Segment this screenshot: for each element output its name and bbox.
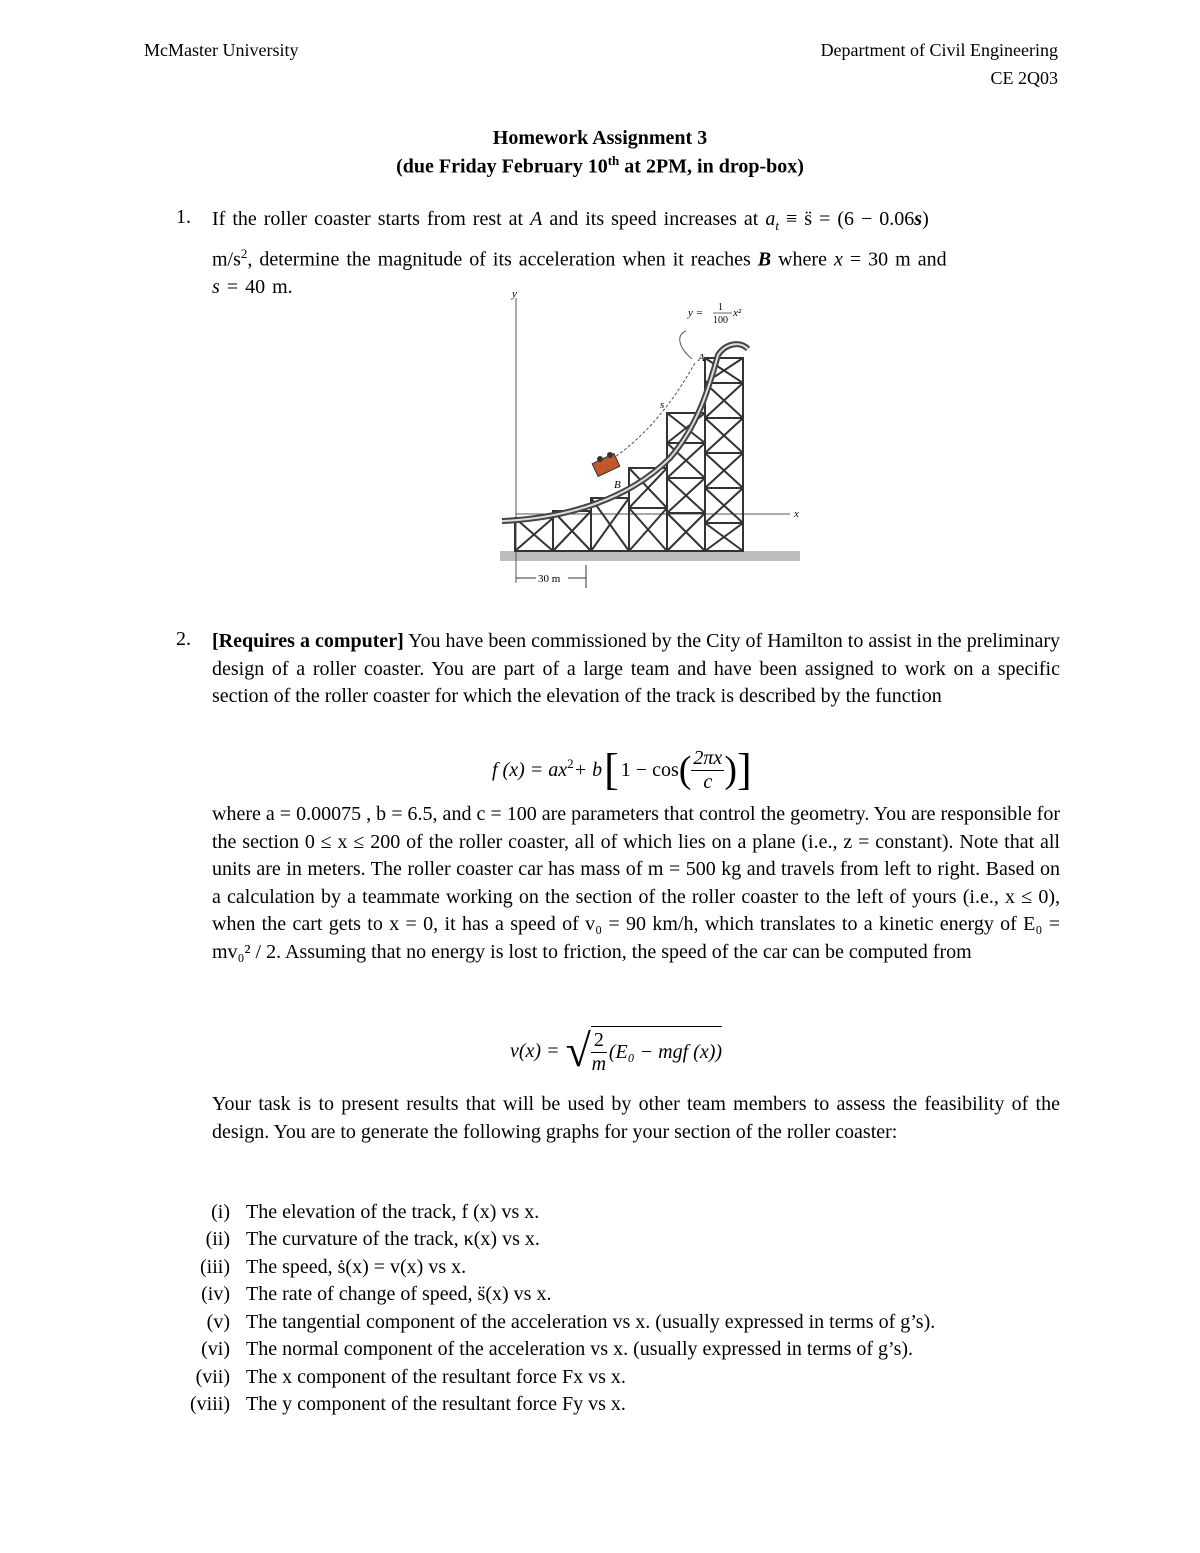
list-item-number: (vi) [201,1338,230,1360]
header-department: Department of Civil Engineering [820,40,1058,60]
list-item-number: (ii) [205,1228,230,1250]
question-1-number: 1. [176,206,191,228]
roller-coaster-figure [490,283,820,601]
list-item-number: (vii) [195,1366,230,1388]
dimension-label: 30 m [538,573,561,585]
y-axis-label: y [512,288,517,300]
header-university: McMaster University [144,40,299,60]
list-item: The x component of the resultant force Fx vs x. [246,1366,626,1388]
speed-formula: v(x) = √ 2 m (E₀ − mgf (x)) [510,1025,723,1076]
curve-equation-denominator: 100 [713,315,728,326]
list-item-number: (viii) [190,1393,230,1415]
header-course: CE 2Q03 [990,68,1058,88]
elevation-formula: f (x) = ax $^2$ + b [ 1 − cos ( 2πx c ) ] [492,745,752,794]
question-1-text: If the roller coaster starts from rest at A and its speed increases at $a_t$ ≡ s̈ = (6 − 0.06s) $m/s^2$, determine the magnitude of its acceleration when it reaches B where x = 30 m and s = 40 m. [212,208,947,298]
point-b-label: B [614,479,621,491]
curve-equation-numerator: 1 [718,302,723,313]
list-item: The speed, ṡ(x) = v(x) vs x. [246,1256,467,1278]
curve-equation-lhs: y = [688,307,704,319]
due-date: (due Friday February 10th at 2PM, in drop-box) [396,153,804,178]
coaster-car [592,452,620,476]
question-2-intro: [Requires a computer] You have been commissioned by the City of Hamilton to assist in the preliminary design of a roller coaster. You are part of a large team and have been assigned to work on a specific section of the roller coaster for which the elevation of the track is described by the function [212,630,1060,707]
list-item: The tangential component of the acceleration vs x. (usually expressed in terms of g’s). [246,1311,936,1333]
x-axis-label: x [794,508,799,520]
list-item: The y component of the resultant force Fy vs x. [246,1393,626,1415]
list-item: The normal component of the acceleration vs x. (usually expressed in terms of g’s). [246,1338,914,1360]
list-item: The elevation of the track, f (x) vs x. [246,1201,540,1223]
list-item-number: (i) [211,1201,230,1223]
list-item-number: (iii) [200,1256,230,1278]
question-2-parameters: where a = 0.00075 , b = 6.5, and c = 100 are parameters that control the geometry. You are responsible for the section 0 ≤ x ≤ 200 of the roller coaster, all of which lies on a plane (i.e., z = constant). Note that all units are in meters. The roller coaster car has mass of m = 500 kg and travels from left to right. Based on a calculation by a teammate working on the section of the roller coaster to the left of yours (i.e., x ≤ 0), when the cart gets to x = 0, it has a speed of v₀ = 90 km/h, which translates to a kinetic energy of E₀ = mv₀² / 2. Assuming that no energy is lost to friction, the speed of the car can be computed from [212,803,1060,963]
list-item: The curvature of the track, κ(x) vs x. [246,1228,540,1250]
question-2-task: Your task is to present results that will be used by other team members to assess the feasibility of the design. You are to generate the following graphs for your section of the roller coaster: [212,1093,1060,1143]
point-a-label: A [698,352,705,364]
list-item-number: (v) [206,1311,230,1333]
question-2-number: 2. [176,628,191,650]
page-title: Homework Assignment 3 [492,127,708,149]
list-item-number: (iv) [201,1283,230,1305]
arc-length-label: s [660,399,665,411]
curve-equation-rhs: x² [733,307,742,319]
ground [500,551,800,561]
equation-pointer [680,331,692,359]
list-item: The rate of change of speed, s̈(x) vs x. [246,1283,552,1305]
